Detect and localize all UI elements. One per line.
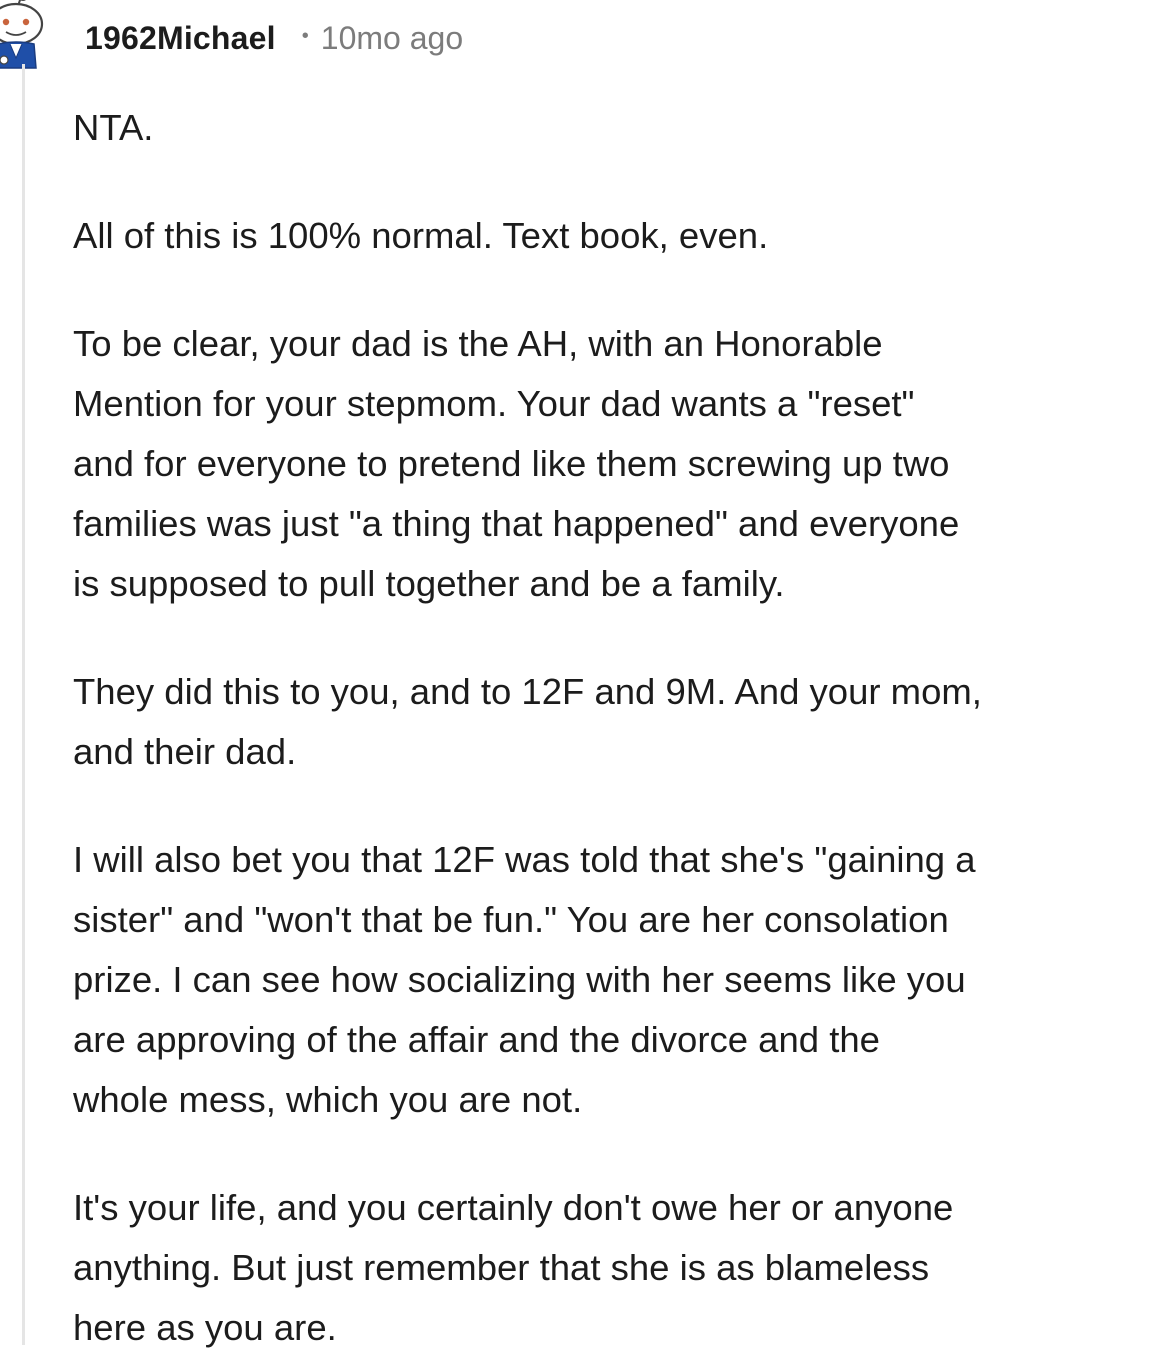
meta-separator: • bbox=[301, 24, 309, 47]
comment-body bbox=[73, 98, 1153, 1358]
comment-paragraph: All of this is 100% normal. Text book, even. bbox=[73, 215, 769, 256]
comment-header bbox=[85, 14, 463, 62]
comment-paragraph: They did this to you, and to 12F and 9M. And your mom, and their dad. bbox=[73, 671, 982, 772]
author-username[interactable]: 1962Michael bbox=[85, 19, 276, 56]
snoo-avatar-icon[interactable] bbox=[0, 0, 58, 72]
thread-line[interactable] bbox=[22, 64, 25, 1345]
comment-paragraph: NTA. bbox=[73, 107, 154, 148]
comment-paragraph: I will also bet you that 12F was told that she's "gaining a sister" and "won't that be fun." You are her consolation prize. I can see how socializing with her seems like you are approving of the affair and the divorce and the whole mess, which you are not. bbox=[73, 839, 976, 1120]
comment-paragraph: It's your life, and you certainly don't owe her or anyone anything. But just remember that she is as blameless here as you are. bbox=[73, 1187, 954, 1348]
comment-paragraph: To be clear, your dad is the AH, with an Honorable Mention for your stepmom. Your dad wants a "reset" and for everyone to pretend like them screwing up two families was just "a thing that happened" and everyone is supposed to pull together and be a family. bbox=[73, 323, 960, 604]
comment-timestamp[interactable]: 10mo ago bbox=[320, 19, 464, 56]
